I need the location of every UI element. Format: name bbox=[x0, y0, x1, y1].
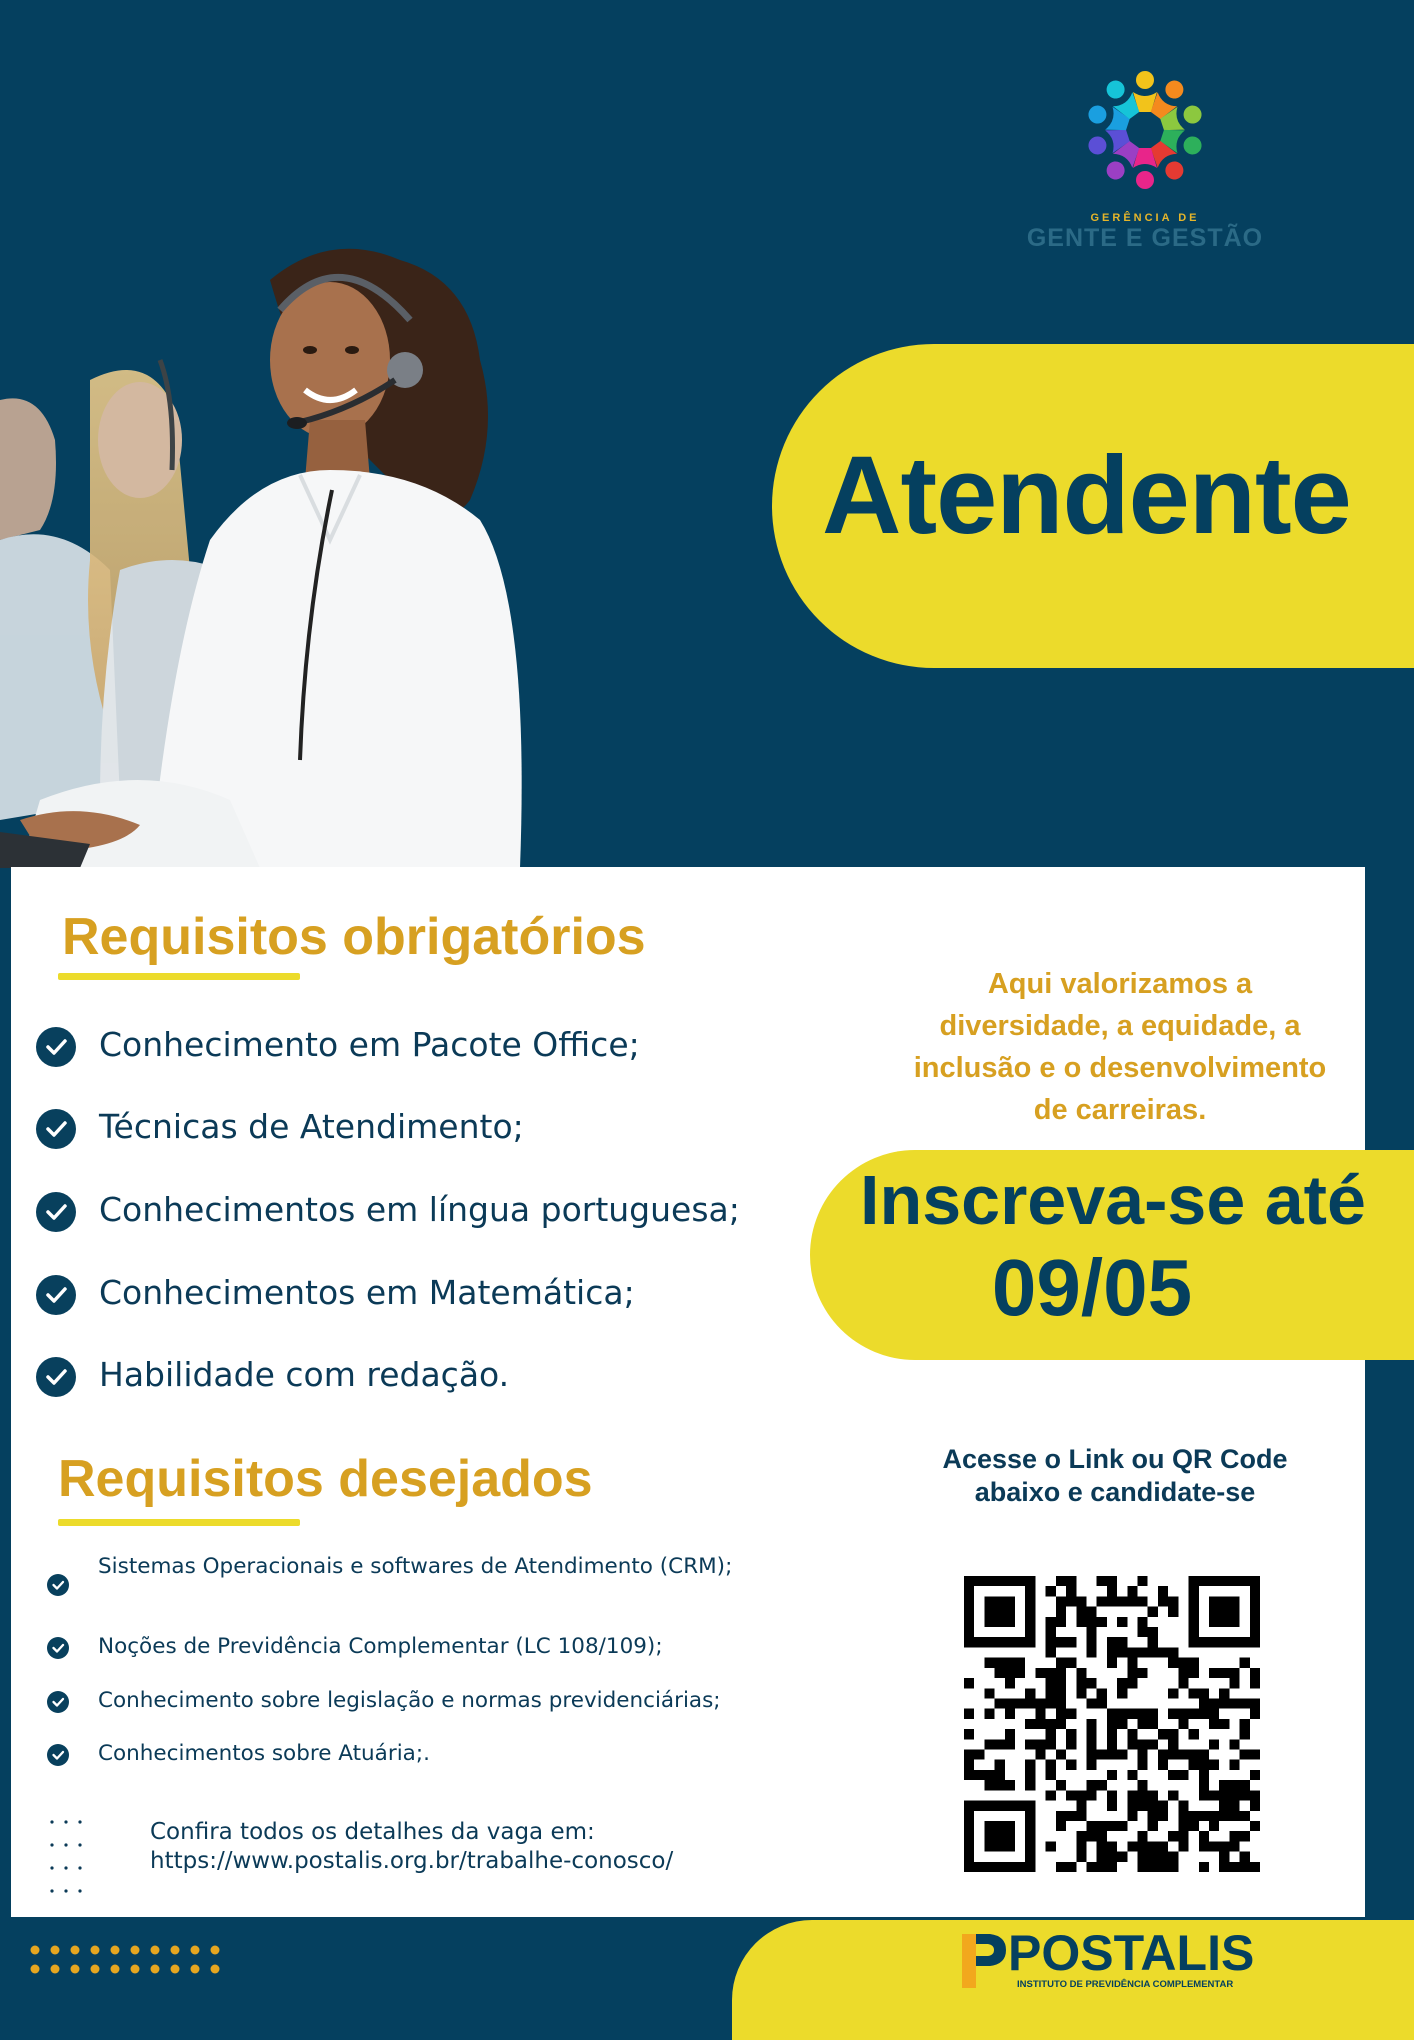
desired-underline bbox=[58, 1519, 300, 1526]
check-icon bbox=[47, 1691, 69, 1713]
diversity-line: inclusão e o desenvolvimento bbox=[913, 1052, 1327, 1084]
required-heading: Requisitos obrigatórios bbox=[62, 908, 646, 966]
people-circle-icon bbox=[1075, 60, 1215, 200]
dots-decoration bbox=[48, 1818, 88, 1894]
desired-heading: Requisitos desejados bbox=[58, 1450, 593, 1508]
postalis-logo-icon bbox=[960, 1930, 1010, 1992]
dots-decoration bbox=[30, 1944, 230, 1974]
logo-line1: GERÊNCIA DE bbox=[1090, 212, 1200, 224]
check-icon bbox=[36, 1192, 76, 1232]
postalis-tagline: INSTITUTO DE PREVIDÊNCIA COMPLEMENTAR bbox=[1017, 1979, 1234, 1990]
access-line: Acesse o Link ou QR Code bbox=[942, 1444, 1288, 1474]
access-instructions bbox=[880, 1443, 1350, 1509]
required-item-text: Habilidade com redação. bbox=[99, 1355, 510, 1394]
check-icon bbox=[47, 1574, 69, 1596]
check-icon bbox=[47, 1637, 69, 1659]
diversity-line: diversidade, a equidade, a bbox=[939, 1010, 1301, 1042]
check-icon bbox=[47, 1744, 69, 1766]
access-line: abaixo e candidate-se bbox=[974, 1477, 1256, 1507]
required-item-text: Conhecimento em Pacote Office; bbox=[99, 1025, 640, 1064]
postalis-brand: POSTALIS bbox=[1008, 1925, 1255, 1981]
title-banner bbox=[772, 344, 1414, 668]
check-icon bbox=[36, 1275, 76, 1315]
deadline-banner bbox=[810, 1150, 1414, 1360]
desired-item-text: Conhecimento sobre legislação e normas previdenciárias; bbox=[98, 1688, 721, 1713]
deadline-date: 09/05 bbox=[991, 1243, 1193, 1332]
required-item-text: Conhecimentos em língua portuguesa; bbox=[99, 1190, 740, 1229]
details-label: Confira todos os detalhes da vaga em: bbox=[150, 1819, 595, 1845]
check-icon bbox=[36, 1109, 76, 1149]
desired-item-text: Sistemas Operacionais e softwares de Atendimento (CRM); bbox=[98, 1554, 733, 1579]
details-link[interactable]: https://www.postalis.org.br/trabalhe-conosco/ bbox=[150, 1848, 674, 1874]
desired-item-text: Noções de Previdência Complementar (LC 108/109); bbox=[98, 1634, 663, 1659]
details-info bbox=[150, 1818, 673, 1876]
logo-line2: GENTE E GESTÃO bbox=[1026, 224, 1264, 252]
required-underline bbox=[58, 973, 300, 980]
diversity-line: de carreiras. bbox=[1033, 1094, 1207, 1126]
job-title: Atendente bbox=[822, 434, 1351, 557]
check-icon bbox=[36, 1357, 76, 1397]
gente-gestao-logo bbox=[1020, 60, 1270, 260]
qr-code[interactable] bbox=[964, 1576, 1260, 1872]
diversity-line: Aqui valorizamos a bbox=[987, 968, 1253, 1000]
attendants-photo bbox=[0, 240, 560, 868]
deadline-label: Inscreva-se até bbox=[860, 1161, 1366, 1239]
check-icon bbox=[36, 1027, 76, 1067]
desired-item-text: Conhecimentos sobre Atuária;. bbox=[98, 1741, 430, 1766]
diversity-statement bbox=[860, 963, 1380, 1131]
required-item-text: Técnicas de Atendimento; bbox=[99, 1107, 524, 1146]
required-item-text: Conhecimentos em Matemática; bbox=[99, 1273, 635, 1312]
